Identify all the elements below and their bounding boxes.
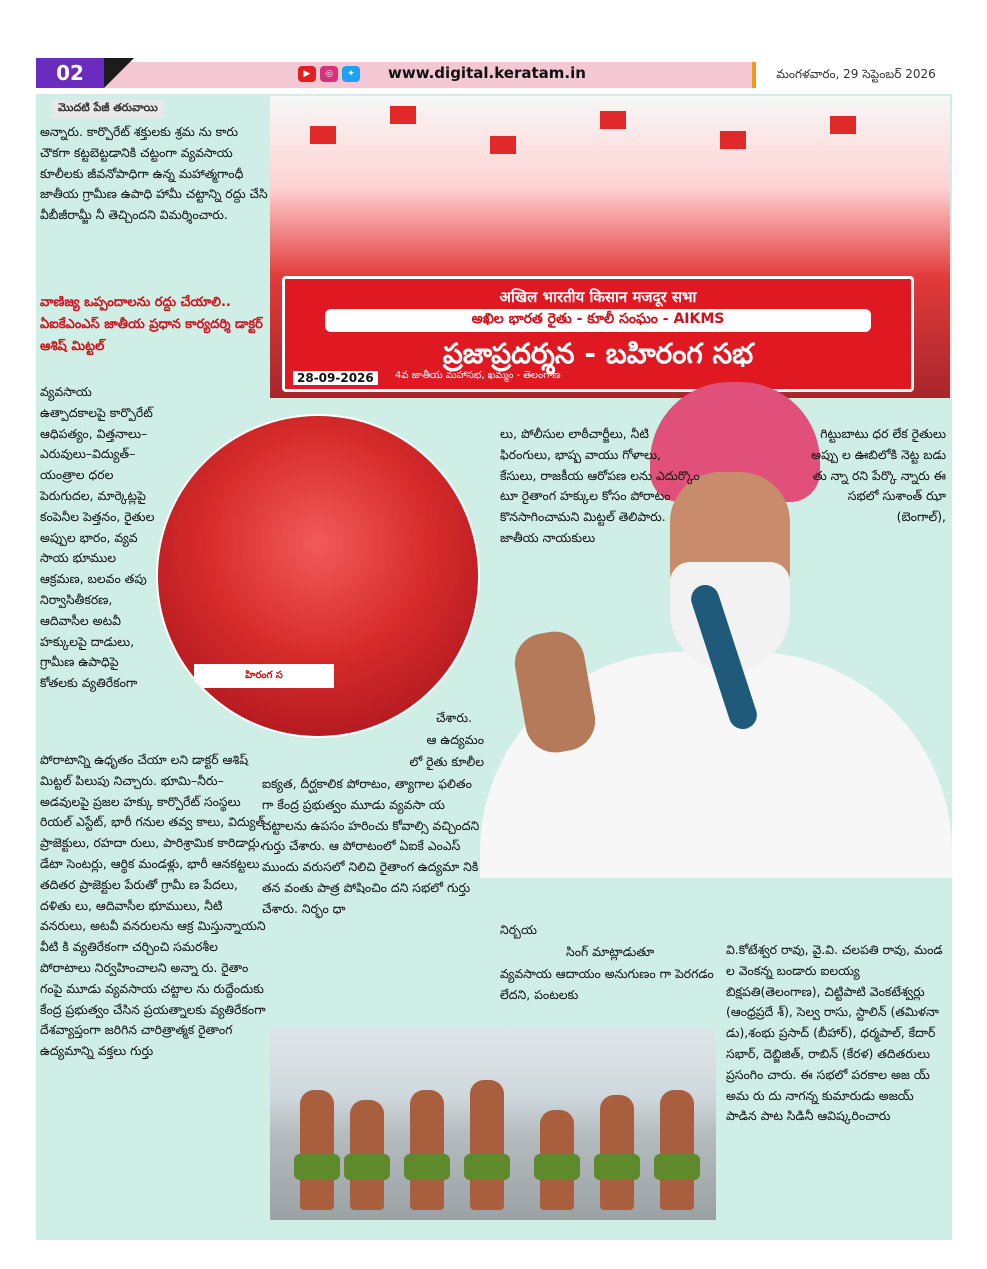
body-paragraph-1: వ్యవసాయ ఉత్పాదకాలపై కార్పొరేట్ ఆధిపత్యం, విత్తనాలు–ఎరువులు–విద్యుత్–యంత్రాల ధరల పెరుగుదల, మార్కెట్లపై కంపెనీల పెత్తనం, రైతుల అప్పుల భారం, వ్యవ సాయ భూముల ఆక్రమణ, బలవం తపు నిర్వాసితీకరణ, ఆదివాసీల అటవీ హక్కులపై దాడులు, గ్రామీణ ఉపాధిపై కోతలకు వ్యతిరేకంగా [40, 384, 155, 691]
continued-kicker: మొదటి పేజీ తరువాయి [52, 100, 164, 118]
mid-col-text4a: నిర్బయ [500, 922, 537, 937]
issue-date: మంగళవారం, 29 సెప్టెంబర్ 2026 [752, 62, 956, 88]
banner-hindi: अखिल भारतीय किसान मजदूर सभा [499, 288, 697, 306]
left-col-body1 [40, 382, 160, 694]
mid-col-text3b: ఆ ఉద్యమం [426, 732, 484, 747]
rally-photo [270, 96, 950, 398]
intro-paragraph: అన్నారు. కార్పొరేట్ శక్తులకు శ్రమ ను కారు చౌకగా కట్టబెట్టడానికి చట్టంగా వ్యవసాయ కూలీలకు జీవనోపాధిగా ఉన్న మహాత్మగాంధీ జాతీయ గ్రామీణ ఉపాధి హామీ చట్టాన్ని రద్దు చేసి వీబీజీరామ్జీ నీ తెచ్చిందని విమర్శించారు. [40, 124, 268, 223]
banner-date: 28-09-2026 [293, 371, 378, 385]
crowd-sign: హిరంగ స [194, 664, 334, 688]
twitter-icon[interactable]: ✦ [342, 66, 360, 82]
mid-col-text1: లు, పోలీసుల లాఠీచార్జీలు, నీటి ఫిరంగులు, భాష్ప వాయు గోళాలు, కేసులు, రాజకీయ ఆరోపణ లను ఎదుర్కొం టూ రైతాంగ హక్కుల కోసం పోరాటం కొనసాగించామని మిట్టల్ తెలిపారు. జాతీయ నాయకులు [500, 426, 700, 545]
page-number: 02 [36, 58, 104, 88]
body-paragraph-2: పోరాటాన్ని ఉధృతం చేయా లని డాక్టర్ ఆశిష్ మిట్టల్ పిలుపు నిచ్చారు. భూమి–నీరు–అడవులపై ప్రజల హక్కు కార్పొరేట్ సంస్థలు రియల్ ఎస్టేట్, భారీ గనుల తవ్వ కాలు, విద్యుత్ ప్రాజెక్టులు, రహదా రులు, పారిశ్రామిక కారిడార్లు, డేటా సెంటర్లు, ఆర్థిక మండళ్లు, భారీ ఆనకట్టలు తదితర ప్రాజెక్టుల పేరుతో గ్రామీ ణ పేదలు, దళితు లు, ఆదివాసీల భూములు, నీటి వనరులు, అటవీ వనరులను ఆక్ర మిస్తున్నాయని వీటి కి వ్యతిరేకంగా చర్చించి సమరశీల పోరాటాలు నిర్వహించాలని అన్నా రు. రైతాం గంపై మూడు వ్యవసాయ చట్టాల ను రుద్దేందుకు కేంద్ర ప్రభుత్వం చేసిన ప్రయత్నాలకు వ్యతిరేకంగా దేశవ్యాప్తంగా జరిగిన చారిత్రాత్మక రైతాంగ ఉద్యమాన్ని వక్తలు గుర్తు [40, 752, 266, 1059]
mid-col-text4: వ్యవసాయ ఆదాయం అనుగుణం గా పెరగడం లేదని, పంటలకు [500, 966, 714, 1002]
banner-title: ప్రజాప్రదర్శన - బహిరంగ సభ [442, 337, 754, 370]
mid-col-text3c: లో రైతు కూలీల [409, 754, 484, 769]
right-top-text: గిట్టుబాటు ధర లేక రైతులు అప్పు ల ఊబిలోకి నెట్ట బడు తు న్నా రని పేర్కొ న్నారు ఈ సభలో సుశాంత్ ఝా (బెంగాల్), [811, 426, 946, 525]
rally-banner [282, 276, 914, 392]
youtube-icon[interactable]: ▶ [298, 66, 316, 82]
instagram-icon[interactable]: ◎ [320, 66, 338, 82]
website-link[interactable]: www.digital.keratam.in [388, 64, 586, 82]
mid-col-text3: ఐక్యత, దీర్ఘకాలిక పోరాటం, త్యాగాల ఫలితం గా కేంద్ర ప్రభుత్వం మూడు వ్యవసా య చట్టాలను ఉపసం హరించు కోవాల్సి వచ్చిందని గుర్తు చేశారు. ఆ పోరాటంలో ఏఐకే ఎంఎస్ ముందు వరుసలో నిలిచి రైతాంగ ఉద్యమా నికి తన వంతు పాత్ర పోషించిం దని సభలో గుర్తు చేశారు. నిర్భం ధా [262, 776, 480, 916]
page-number-tab [104, 58, 134, 88]
social-icons [298, 66, 360, 82]
tribal-dance-photo [270, 1028, 716, 1220]
mid-col-text4b: సింగ్ మాట్లాడుతూ [566, 944, 655, 959]
subheadline: వాణిజ్య ఒప్పందాలను రద్దు చేయాలి.. ఏఐకేఎంఎస్ జాతీయ ప్రధాన కార్యదర్శి డాక్టర్ ఆశిష్ మిట్టల్ [40, 295, 263, 354]
banner-venue: 4వ జాతీయ మహాసభ, ఖమ్మం - తెలంగాణ [395, 370, 561, 381]
crowd-circle-photo [156, 414, 480, 738]
right-col-text: వి.కోటేశ్వర రావు, వై.వి. చలపతి రావు, మండ ల వెంకన్న బండారు ఐలయ్య బిక్షపతి(తెలంగాణ), చిట్టిపాటి వెంకటేశ్వర్లు (ఆంధ్రప్రదే శ్), సెల్వ రాసు, స్టాలిన్ (తమిళనా డు),శంభు ప్రసాద్ (బీహార్), ధర్మపాల్, కేదార్ సభార్, దెబ్జిజిత్, రాబిన్ (కేరళ) తదితరులు ప్రసంగిం చారు. ఈ సభలో పరకాల అజ య్ అమ రు దు నాగన్న కుమారుడు అజయ్ పాడిన పాట సిడినీ ఆవిష్కరించారు [726, 942, 943, 1124]
mid-col-text3a: చేశారు. [436, 710, 472, 725]
left-col-intro [40, 122, 268, 226]
banner-org: అఖిల భారత రైతు - కూలీ సంఘం - AIKMS [325, 309, 871, 332]
left-col-body2 [40, 750, 268, 1062]
